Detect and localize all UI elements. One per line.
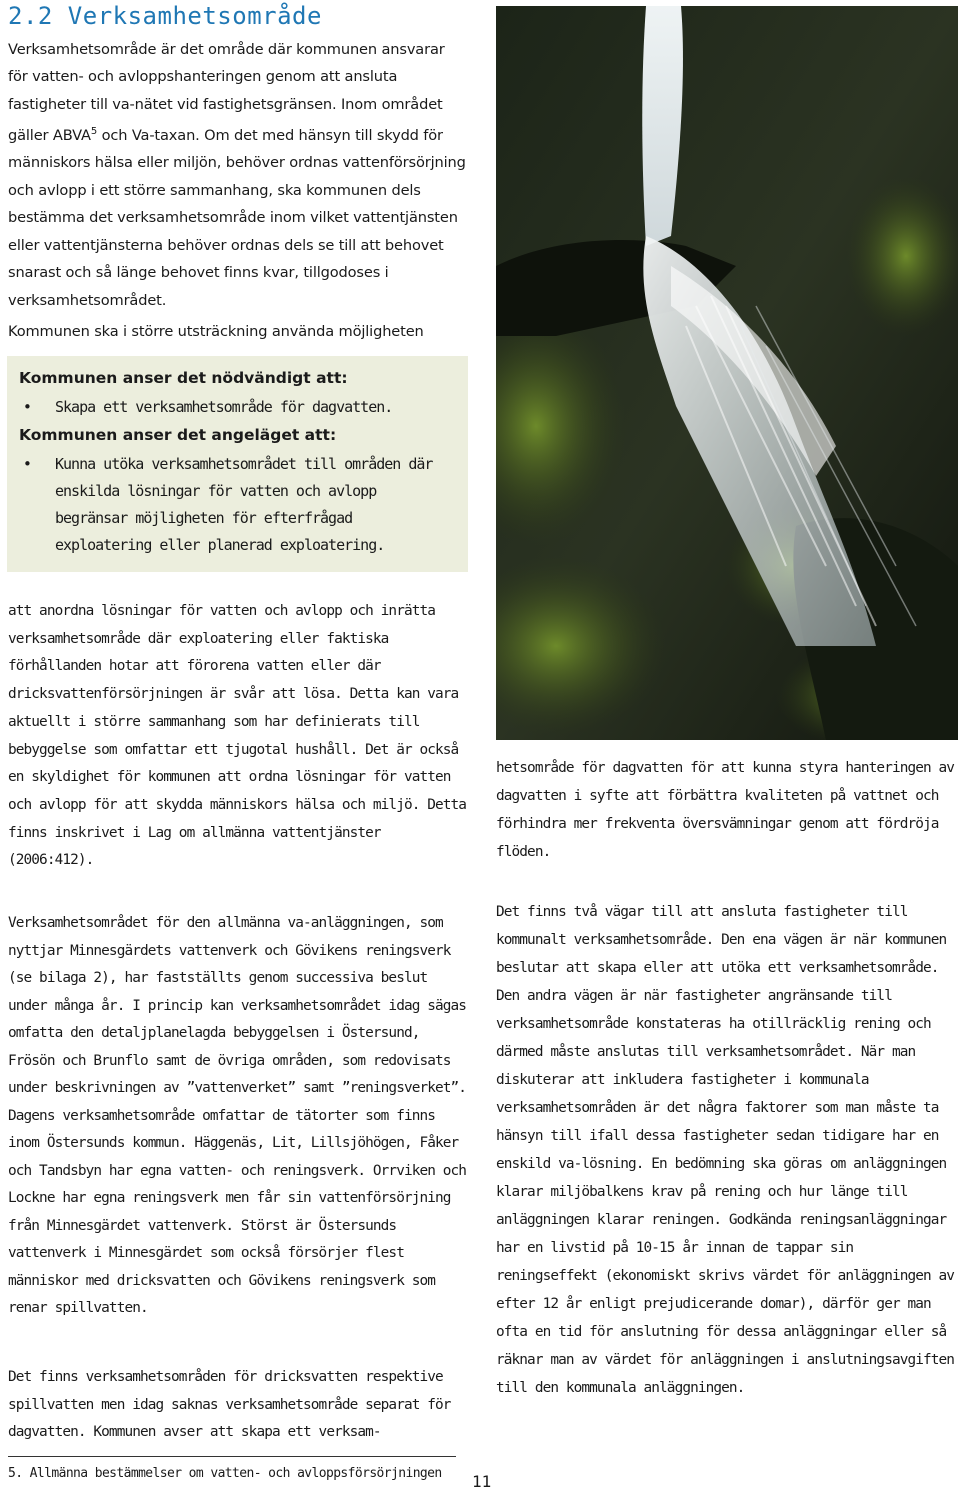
list-item-text: Skapa ett verksamhetsområde för dagvatten. xyxy=(55,398,393,416)
list-item xyxy=(19,394,456,421)
list-item xyxy=(19,451,456,559)
box-list-urgent xyxy=(19,451,456,559)
footnote: 5. Allmänna bestämmelser om vatten- och avloppsförsörjningen xyxy=(8,1466,442,1481)
intro-last-line: Kommunen ska i större utsträckning använda möjligheten xyxy=(8,322,424,340)
right-paragraph-1: hetsområde för dagvatten för att kunna styra hanteringen av dagvatten i syfte att förbättra kvaliteten på vattnet och förhindra mer frekventa översvämningar genom att fördröja flöden. xyxy=(496,760,955,860)
box-heading-necessary: Kommunen anser det nödvändigt att: xyxy=(19,369,348,387)
intro-paragraph xyxy=(8,36,468,314)
list-item-text: Kunna utöka verksamhetsområdet till områden där enskilda lösningar för vatten och avlopp begränsar möjligheten för efterfrågad exploatering eller planerad exploatering. xyxy=(55,455,433,554)
highlight-box xyxy=(7,356,468,572)
intro-block xyxy=(8,36,468,346)
bullet-icon: • xyxy=(23,455,31,473)
section-title: 2.2 Verksamhetsområde xyxy=(8,2,322,30)
intro-text-3: Om det med hänsyn till skydd för människors hälsa eller miljön, behöver ordnas vattenförsörjning och avlopp i ett större sammanhang, ska kommunen dels bestämma det verksamhetsområde inom vilket vattentjänsten eller vattentjänsterna behöver ordnas dels se till att behovet snarast och så länge behovet finns kvar, tillgodoses i verksamhetsområdet. xyxy=(8,127,466,309)
intro-text-2: och Va-taxan. xyxy=(97,127,200,145)
left-paragraph-1: att anordna lösningar för vatten och avlopp och inrätta verksamhetsområde där exploatering eller faktiska förhållanden hotar att förorena vatten eller där dricksvattenförsörjningen är svår att lösa. Detta kan vara aktuellt i större sammanhang som har definierats till bebyggelse som omfattar ett tjugotal hushåll. Det är också en skyldighet för kommunen att ordna lösningar för vatten och avlopp för att skydda människors hälsa och miljö. Detta finns inskrivet i Lag om allmänna vattentjänster (2006:412). xyxy=(8,603,467,869)
left-paragraph-3: Det finns verksamhetsområden för dricksvatten respektive spillvatten men idag saknas verksamhetsområde separat för dagvatten. Kommunen avser att skapa ett verksam- xyxy=(8,1369,451,1440)
footnote-ref: 5 xyxy=(90,126,98,138)
right-paragraph-2: Det finns två vägar till att ansluta fastigheter till kommunalt verksamhetsområde. Den ena vägen är när kommunen beslutar att skapa eller att utöka ett verksamhetsområde. Den andra vägen är när fastigheter angränsande till verksamhetsområde konstateras ha otillräcklig rening och därmed måste anslutas till verksamhetsområdet. När man diskuterar att inkludera fastigheter i kommunala verksamhetsområden är det några faktorer som man måste ta hänsyn till ifall dessa fastigheter sedan tidigare har en enskild va-lösning. En bedömning ska göras om anläggningen klarar miljöbalkens krav på rening och hur länge till anläggningen klarar reningen. Godkända reningsanläggningar har en livstid på 10-15 år innan de tappar sin reningseffekt (ekonomiskt skrivs värdet för anläggningen av efter 12 år enligt prejudicerande domar), därför ger man ofta en tid för anslutning för dessa anläggningar eller så räknar man av värdet för anläggningen i anslutningsavgiften till den kommunala anläggningen. xyxy=(496,904,955,1396)
intro-text-1: Verksamhetsområde är det område där kommunen ansvarar för vatten- och avloppshanteringen genom att ansluta fastigheter till va-nätet vid fastighetsgränsen. Inom området gäller ABVA xyxy=(8,41,445,145)
box-heading-urgent: Kommunen anser det angeläget att: xyxy=(19,426,337,444)
page-number: 11 xyxy=(472,1472,492,1491)
footnote-divider xyxy=(8,1456,456,1457)
box-list-necessary xyxy=(19,394,456,421)
left-paragraph-2: Verksamhetsområdet för den allmänna va-anläggningen, som nyttjar Minnesgärdets vattenverk och Gövikens reningsverk (se bilaga 2), har fastställts genom successiva beslut under många år. I princip kan verksamhetsområdet idag sägas omfatta den detaljplanelagda bebyggelsen i Östersund, Frösön och Brunflo samt de övriga områden, som redovisats under beskrivningen av ”vattenverket” samt ”reningsverket”. Dagens verksamhetsområde omfattar de tätorter som finns inom Östersunds kommun. Häggenäs, Lit, Lillsjöhögen, Fåker och Tandsbyn har egna vatten- och reningsverk. Orrviken och Lockne har egna reningsverk men får sin vattenförsörjning från Minnesgärdet vattenverk. Störst är Östersunds vattenverk i Minnesgärdet som också försörjer flest människor med dricksvatten och Gövikens reningsverk som renar spillvatten. xyxy=(8,915,467,1316)
bullet-icon: • xyxy=(23,398,31,416)
waterfall-photo xyxy=(496,6,958,740)
